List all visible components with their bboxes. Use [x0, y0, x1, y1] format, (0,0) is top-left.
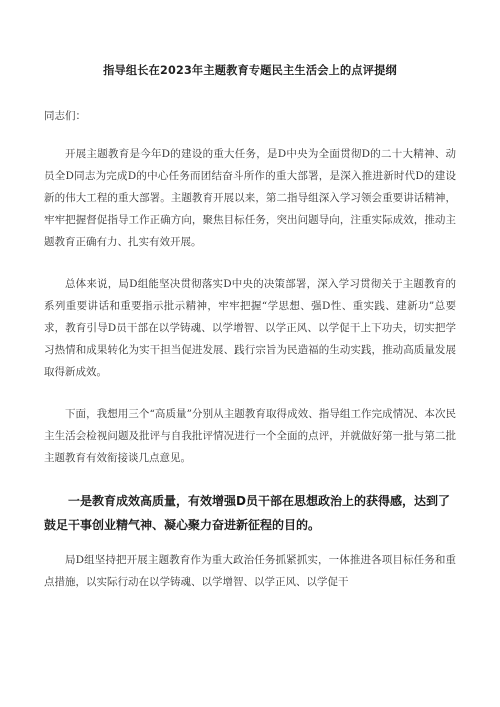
- paragraph-1: 开展主题教育是今年D的建设的重大任务，是D中央为全面贯彻D的二十大精神、动员全D同志为完成D的中心任务而团结奋斗所作的重大部署，是深入推进新时代D的建设新的伟大工程的重大部署。主题教育开展以来，第二指导组深入学习领会重要讲话精神，牢牢把握督促指导工作正确方向，聚焦目标任务，突出问题导向，注重实际成效，推动主题教育正确有力、扎实有效开展。: [44, 148, 456, 248]
- section-heading-1: 一是教育成效高质量，有效增强D员干部在思想政治上的获得感，达到了鼓足干事创业精气神、凝心聚力奋进新征程的目的。: [44, 494, 450, 532]
- greeting: 同志们：: [44, 110, 86, 122]
- paragraph-2: 总体来说，局D组能坚决贯彻落实D中央的决策部署，深入学习贯彻关于主题教育的系列重要讲话和重要指示批示精神，牢牢把握“学思想、强D性、重实践、建新功”总要求，教育引导D员干部在以学铸魂、以学增智、以学正风、以学促干上下功夫，切实把学习热情和成果转化为实干担当促进发展、践行宗旨为民造福的生动实践，推动高质量发展取得新成效。: [44, 278, 456, 378]
- document-title: 指导组长在2023年主题教育专题民主生活会上的点评提纲: [103, 64, 397, 77]
- paragraph-3: 下面，我想用三个“高质量”分别从主题教育取得成效、指导组工作完成情况、本次民主生活会检视问题及批评与自我批评情况进行一个全面的点评，并就做好第一批与第二批主题教育有效衔接谈几点意见。: [44, 408, 456, 464]
- paragraph-4: 局D组坚持把开展主题教育作为重大政治任务抓紧抓实，一体推进各项目标任务和重点措施，以实际行动在以学铸魂、以学增智、以学正风、以学促干: [44, 554, 456, 588]
